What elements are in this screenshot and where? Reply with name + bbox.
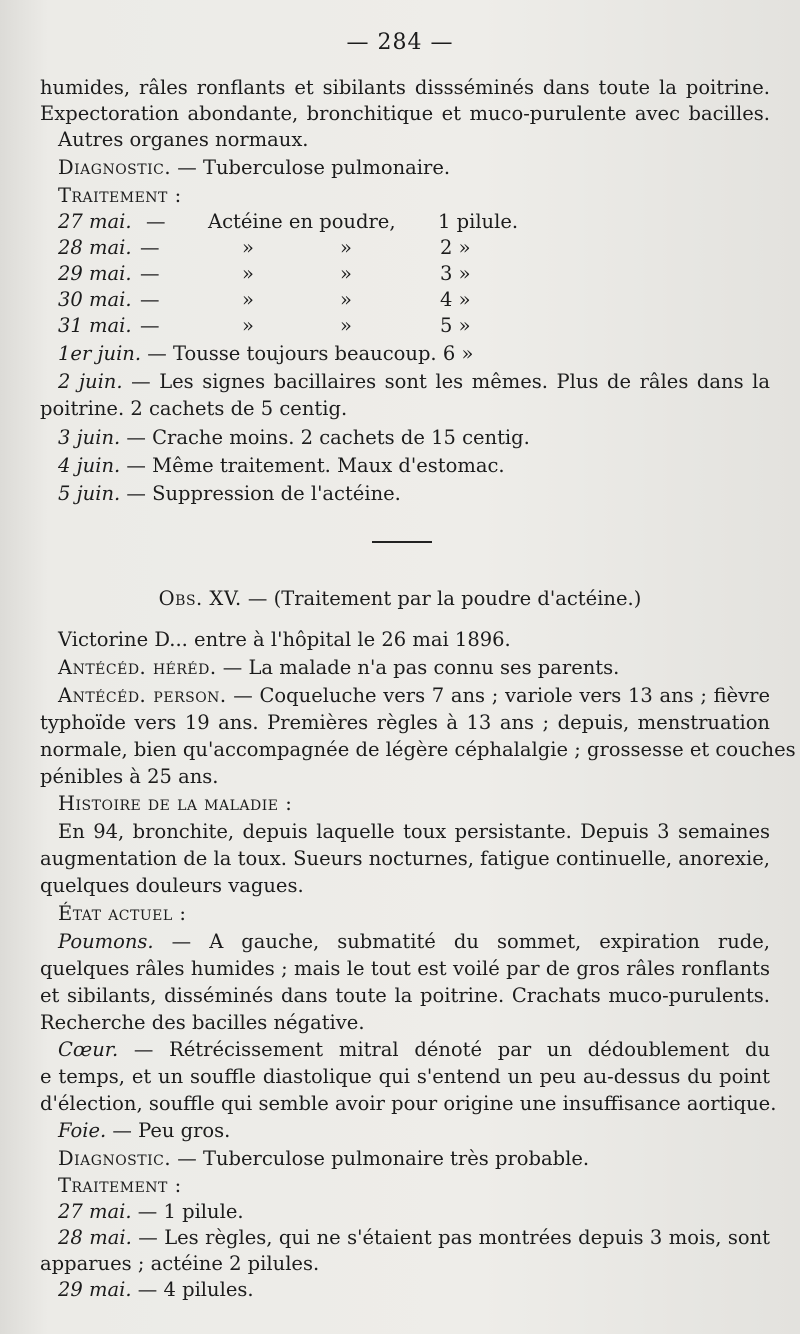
- text-line: augmentation de la toux. Sueurs nocturnes, fatigue continuelle, anorexie,: [40, 847, 770, 870]
- text-line: apparues ; actéine 2 pilules.: [40, 1252, 320, 1275]
- followup-text: — Même traitement. Maux d'estomac.: [120, 454, 505, 477]
- treatment-dose: 5 »: [440, 314, 471, 337]
- followup-text: — Crache moins. 2 cachets de 15 centig.: [120, 426, 530, 449]
- followup-line: [58, 453, 788, 479]
- followup-date: 2 juin.: [58, 370, 123, 393]
- text-line: Expectoration abondante, bronchitique et muco-purulente avec bacilles.: [40, 102, 770, 125]
- followup-line: [58, 341, 788, 367]
- followup-date: 4 juin.: [58, 454, 121, 477]
- diagnostic-label: Diagnostic.: [58, 1147, 172, 1170]
- treatment-dash: —: [140, 288, 160, 311]
- diagnostic-label: Diagnostic.: [58, 156, 172, 179]
- foie-label: Foie.: [58, 1119, 107, 1142]
- text-line: poitrine. 2 cachets de 5 centig.: [40, 397, 348, 420]
- treatment-date: 28 mai.: [58, 236, 132, 259]
- hered-label: Antécéd. héréd.: [58, 656, 217, 679]
- observation-number: Obs. XV.: [158, 587, 242, 610]
- poumons-text: — A gauche, submatité du sommet, expiration rude,: [153, 930, 770, 953]
- etat-heading: État actuel :: [58, 902, 187, 925]
- treatment-line: [58, 1199, 788, 1225]
- treatment-dose: 3 »: [440, 262, 471, 285]
- treatment-date: 27 mai.: [58, 1200, 132, 1223]
- treatment-drug: »: [242, 262, 254, 285]
- followup-date: 3 juin.: [58, 426, 121, 449]
- text-line: pénibles à 25 ans.: [40, 765, 219, 788]
- text-line: humides, râles ronflants et sibilants dissséminés dans toute la poitrine.: [40, 76, 770, 99]
- text-line: quelques râles humides ; mais le tout est voilé par de gros râles ronflants: [40, 957, 770, 980]
- followup-line: [58, 481, 788, 507]
- treatment-drug: »: [242, 314, 254, 337]
- coeur-label: Cœur.: [58, 1038, 119, 1061]
- text-line: d'élection, souffle qui semble avoir pour origine une insuffisance aortique.: [40, 1092, 777, 1115]
- diagnostic-text: — Tuberculose pulmonaire.: [171, 156, 451, 179]
- followup-line: [58, 369, 770, 395]
- text-line: et sibilants, disséminés dans toute la poitrine. Crachats muco-purulents.: [40, 984, 770, 1007]
- person-line: [58, 683, 770, 709]
- text-line: En 94, bronchite, depuis laquelle toux persistante. Depuis 3 semaines: [58, 820, 770, 843]
- treatment-drug: »: [242, 288, 254, 311]
- treatment-drug: »: [242, 236, 254, 259]
- followup-date: 5 juin.: [58, 482, 121, 505]
- text-line: e temps, et un souffle diastolique qui s'entend un peu au-dessus du point: [40, 1065, 770, 1088]
- treatment-line: [58, 1225, 770, 1251]
- treatment-text: — 1 pilule.: [131, 1200, 244, 1223]
- foie-line: [58, 1118, 788, 1144]
- history-heading: Histoire de la maladie :: [58, 792, 293, 815]
- treatment-dose: 2 »: [440, 236, 471, 259]
- treatment-date: 28 mai.: [58, 1226, 132, 1249]
- treatment-sep: »: [340, 288, 352, 311]
- diagnostic-line: [58, 155, 788, 181]
- diagnostic-text: — Tuberculose pulmonaire très probable.: [171, 1147, 590, 1170]
- page-number: — 284 —: [346, 30, 454, 55]
- diagnostic-line: [58, 1146, 788, 1172]
- treatment-date: 29 mai.: [58, 1278, 132, 1301]
- treatment-dash: —: [140, 314, 160, 337]
- treatment-dash: —: [140, 262, 160, 285]
- followup-text: — Tousse toujours beaucoup. 6 »: [141, 342, 474, 365]
- poumons-label: Poumons.: [58, 930, 154, 953]
- text-line: normale, bien qu'accompagnée de légère céphalalgie ; grossesse et couches: [40, 738, 796, 761]
- text-line: Autres organes normaux.: [58, 128, 309, 151]
- treatment-dose: 1 pilule.: [438, 210, 519, 233]
- observation-subtitle: — (Traitement par la poudre d'actéine.): [241, 587, 642, 610]
- text-line: quelques douleurs vagues.: [40, 874, 304, 897]
- followup-date: 1er juin.: [58, 342, 142, 365]
- treatment-drug: Actéine en poudre,: [208, 210, 396, 233]
- text-line: Recherche des bacilles négative.: [40, 1011, 365, 1034]
- treatment-line: [58, 1277, 788, 1303]
- treatment-dash: —: [140, 236, 160, 259]
- treatment-sep: »: [340, 314, 352, 337]
- treatment-text: — 4 pilules.: [131, 1278, 254, 1301]
- treatment-dose: 4 »: [440, 288, 471, 311]
- treatment-sep: »: [340, 236, 352, 259]
- treatment-date: 27 mai.: [58, 210, 132, 233]
- followup-text: — Suppression de l'actéine.: [120, 482, 401, 505]
- person-label: Antécéd. person.: [58, 684, 227, 707]
- hered-text: — La malade n'a pas connu ses parents.: [216, 656, 620, 679]
- treatment-heading: Traitement :: [58, 184, 182, 207]
- person-text: — Coqueluche vers 7 ans ; variole vers 13 ans ; fièvre: [226, 684, 771, 707]
- observation-title: [0, 586, 800, 612]
- treatment-text: — Les règles, qui ne s'étaient pas montrées depuis 3 mois, sont: [131, 1226, 770, 1249]
- text-line: Victorine D... entre à l'hôpital le 26 mai 1896.: [58, 628, 511, 651]
- foie-text: — Peu gros.: [106, 1119, 231, 1142]
- treatment-date: 30 mai.: [58, 288, 132, 311]
- followup-line: [58, 425, 788, 451]
- treatment-sep: »: [340, 262, 352, 285]
- coeur-text: — Rétrécissement mitral dénoté par un dédoublement du: [118, 1038, 770, 1061]
- text-line: typhoïde vers 19 ans. Premières règles à 13 ans ; depuis, menstruation: [40, 711, 770, 734]
- treatment-date: 29 mai.: [58, 262, 132, 285]
- coeur-line: [58, 1037, 770, 1063]
- treatment-heading: Traitement :: [58, 1174, 182, 1197]
- treatment-dash: —: [146, 210, 166, 233]
- followup-text: — Les signes bacillaires sont les mêmes. Plus de râles dans la: [122, 370, 770, 393]
- treatment-date: 31 mai.: [58, 314, 132, 337]
- poumons-line: [58, 929, 770, 955]
- hered-line: [58, 655, 788, 681]
- section-divider: [372, 541, 432, 543]
